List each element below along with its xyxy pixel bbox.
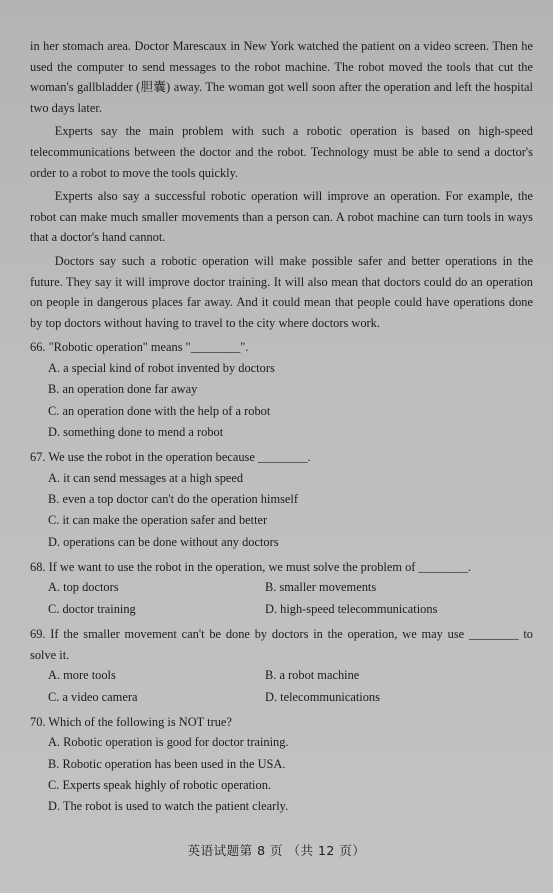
passage-paragraph-2: Experts say the main problem with such a robotic operation is based on high-speed telecommunications between the doctor and the robot. Technology must be able to send a doctor's order to a robot to move the tools quickly. [30,124,533,180]
option-list [30,577,533,620]
option-d: D. operations can be done without any doctors [48,534,279,549]
option-b: B. even a top doctor can't do the operation himself [48,491,298,506]
option-b: B. a robot machine [265,668,360,683]
passage-paragraph-1: in her stomach area. Doctor Marescaux in New York watched the patient on a video screen. Then he used the computer to send messages to the robot machine. The robot moved the tools that cut the woman's gallbladder (胆囊) away. The woman got well soon after the operation and left the hospital two days later. [30,39,533,115]
question-67 [30,447,533,553]
option-c: C. doctor training [48,601,136,616]
question-stem: 70. Which of the following is NOT true? [30,714,232,729]
option-c: C. an operation done with the help of a robot [48,403,271,418]
option-d: D. The robot is used to watch the patient clearly. [48,799,289,814]
option-a: A. Robotic operation is good for doctor training. [48,735,289,750]
option-d: D. something done to mend a robot [48,424,224,439]
option-b: B. an operation done far away [48,382,198,397]
passage-paragraph-3: Experts also say a successful robotic operation will improve an operation. For example, the robot can make much smaller movements than a person can. A robot machine can turn tools in ways that a doctor's hand cannot. [30,189,533,245]
option-d: D. high-speed telecommunications [265,601,438,616]
option-b: B. smaller movements [265,580,377,595]
option-d: D. telecommunications [265,689,380,704]
option-a: A. more tools [48,668,116,683]
option-a: A. it can send messages at a high speed [48,470,244,485]
option-a: A. a special kind of robot invented by doctors [48,360,275,375]
option-a: A. top doctors [48,580,119,595]
question-69 [30,624,533,708]
question-stem: 69. If the smaller movement can't be done by doctors in the operation, we may use ________ to solve it. [30,627,533,662]
question-stem: 67. We use the robot in the operation because ________. [30,450,311,465]
question-70 [30,712,533,818]
option-c: C. Experts speak highly of robotic operation. [48,778,271,793]
question-stem: 66. "Robotic operation" means "________". [30,340,249,355]
question-68 [30,557,533,620]
option-list [30,665,533,708]
reading-passage [30,36,533,333]
option-list [30,732,533,817]
option-list [30,468,533,553]
question-66 [30,337,533,443]
option-b: B. Robotic operation has been used in the USA. [48,756,286,771]
option-c: C. a video camera [48,689,138,704]
option-c: C. it can make the operation safer and better [48,513,268,528]
option-list [30,358,533,443]
question-stem: 68. If we want to use the robot in the operation, we must solve the problem of ________. [30,559,472,574]
passage-paragraph-4: Doctors say such a robotic operation will make possible safer and better operations in the future. They say it will improve doctor training. It will also mean that doctors could do an operation on people in dangerous places far away. And it could mean that people could have operations done by top doctors without having to travel to the city where doctors work. [30,253,533,330]
page-footer: 英语试题第 8 页 （共 12 页） [187,843,366,858]
